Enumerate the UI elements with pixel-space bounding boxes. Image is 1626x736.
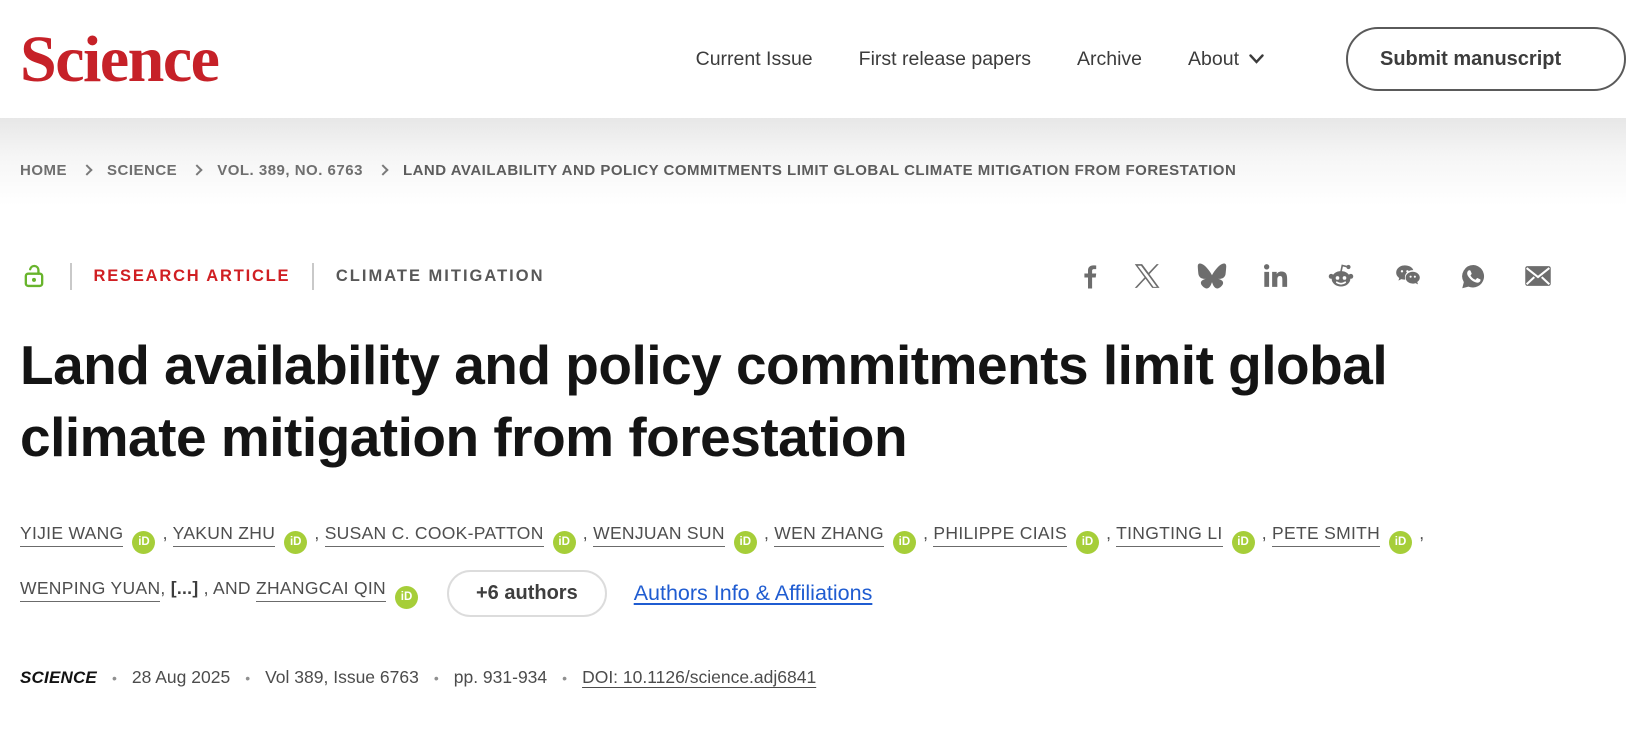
x-share-icon[interactable] <box>1134 264 1160 288</box>
breadcrumb-chevron-icon <box>81 164 92 175</box>
science-logo[interactable]: Science <box>20 23 219 96</box>
author-link[interactable]: ZHANGCAI QIN <box>256 578 386 602</box>
author-link[interactable]: WENPING YUAN <box>20 578 160 602</box>
authors-row-2-names <box>20 578 420 609</box>
nav-about[interactable] <box>1188 48 1264 71</box>
breadcrumb-current-article: LAND AVAILABILITY AND POLICY COMMITMENTS LIMIT GLOBAL CLIMATE MITIGATION FROM FORESTATION <box>402 161 1237 179</box>
authors-row-1 <box>20 523 1552 554</box>
divider <box>70 263 72 290</box>
reddit-share-icon[interactable] <box>1326 262 1356 290</box>
open-access-lock-icon <box>20 262 48 290</box>
author-link[interactable]: PHILIPPE CIAIS <box>933 523 1067 547</box>
orcid-icon[interactable]: iD <box>1389 531 1412 554</box>
orcid-icon[interactable]: iD <box>893 531 916 554</box>
breadcrumb-home[interactable]: HOME <box>20 161 67 179</box>
email-share-icon[interactable] <box>1524 265 1552 287</box>
author-separator: , <box>577 523 594 543</box>
orcid-icon[interactable]: iD <box>553 531 576 554</box>
title-line-2: climate mitigation from forestation <box>20 405 908 468</box>
linkedin-share-icon[interactable] <box>1264 264 1289 289</box>
journal-name: SCIENCE <box>20 667 97 687</box>
author-link[interactable]: WEN ZHANG <box>774 523 884 547</box>
publication-date: 28 Aug 2025 <box>131 667 231 687</box>
more-authors-button[interactable]: +6 authors <box>447 570 607 617</box>
author-link[interactable]: YIJIE WANG <box>20 523 123 547</box>
divider <box>312 263 314 290</box>
separator-dot: • <box>562 669 568 686</box>
breadcrumb-science[interactable]: SCIENCE <box>107 161 178 179</box>
author-separator: , <box>160 578 171 598</box>
page-range: pp. 931-934 <box>453 667 548 687</box>
orcid-icon[interactable]: iD <box>1076 531 1099 554</box>
nav-first-release-papers[interactable]: First release papers <box>858 47 1031 70</box>
authors-info-affiliations-link[interactable]: Authors Info & Affiliations <box>633 581 873 605</box>
orcid-icon[interactable]: iD <box>1232 531 1255 554</box>
author-separator: , <box>758 523 775 543</box>
separator-dot: • <box>433 669 439 686</box>
authors-row-2 <box>20 570 1552 617</box>
orcid-icon[interactable]: iD <box>395 586 418 609</box>
share-toolbar <box>1083 262 1552 290</box>
chevron-down-icon <box>1249 54 1264 64</box>
author-link[interactable]: TINGTING LI <box>1116 523 1222 547</box>
wechat-share-icon[interactable] <box>1393 263 1423 289</box>
author-separator: , <box>917 523 934 543</box>
site-header <box>0 0 1626 118</box>
separator-dot: • <box>245 669 251 686</box>
orcid-icon[interactable]: iD <box>132 531 155 554</box>
author-link[interactable]: SUSAN C. COOK-PATTON <box>325 523 544 547</box>
title-line-1: Land availability and policy commitments limit global <box>20 334 1388 396</box>
author-separator: , <box>1100 523 1117 543</box>
nav-archive[interactable]: Archive <box>1077 47 1143 70</box>
orcid-icon[interactable]: iD <box>284 531 307 554</box>
article-header <box>0 262 1626 688</box>
volume-issue: Vol 389, Issue 6763 <box>265 667 419 687</box>
orcid-icon[interactable]: iD <box>734 531 757 554</box>
breadcrumb <box>20 162 1236 179</box>
author-separator: , AND <box>198 578 256 598</box>
author-link[interactable]: YAKUN ZHU <box>173 523 276 547</box>
submit-manuscript-button[interactable]: Submit manuscript <box>1346 27 1626 91</box>
page-title <box>20 330 1552 473</box>
author-link[interactable]: PETE SMITH <box>1272 523 1380 547</box>
author-separator: , <box>309 523 325 543</box>
author-link[interactable]: WENJUAN SUN <box>593 523 725 547</box>
separator-dot: • <box>111 669 117 686</box>
article-topic-label: CLIMATE MITIGATION <box>335 266 545 285</box>
author-separator: , <box>1256 523 1273 543</box>
breadcrumb-chevron-icon <box>377 164 388 175</box>
nav-current-issue[interactable]: Current Issue <box>695 47 813 70</box>
facebook-share-icon[interactable] <box>1083 263 1097 290</box>
breadcrumb-volume[interactable]: VOL. 389, NO. 6763 <box>217 161 363 179</box>
breadcrumb-chevron-icon <box>192 164 203 175</box>
nav-about-label: About <box>1188 47 1239 70</box>
breadcrumb-band <box>0 118 1626 206</box>
article-type-label: RESEARCH ARTICLE <box>93 266 291 285</box>
publication-meta <box>20 667 1552 688</box>
doi-link[interactable]: DOI: 10.1126/science.adj6841 <box>582 667 817 687</box>
bluesky-share-icon[interactable] <box>1197 263 1227 289</box>
article-labels <box>20 262 545 290</box>
whatsapp-share-icon[interactable] <box>1460 263 1487 290</box>
author-separator: , <box>157 523 173 543</box>
author-separator: , <box>1414 523 1425 543</box>
main-nav <box>696 27 1626 91</box>
authors-ellipsis: [...] <box>170 578 199 598</box>
